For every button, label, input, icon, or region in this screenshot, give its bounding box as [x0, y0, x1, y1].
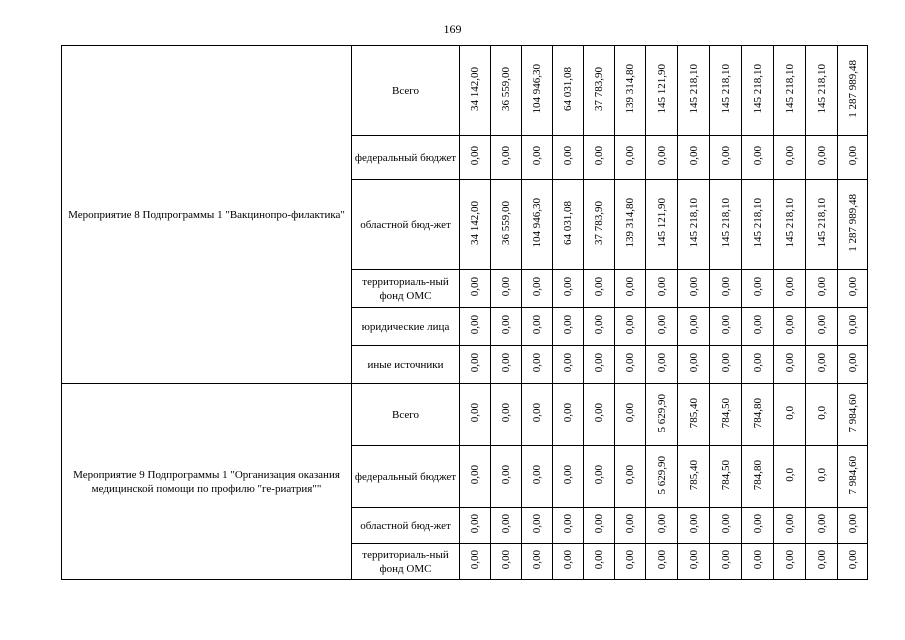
value-cell [646, 270, 678, 308]
value-text: 0,00 [687, 277, 700, 297]
value-cell [491, 446, 522, 508]
value-cell [615, 180, 646, 270]
value-text: 0,00 [500, 146, 512, 166]
value-cell [678, 446, 710, 508]
value-cell [522, 46, 553, 136]
value-cell [615, 308, 646, 346]
value-text: 0,00 [719, 353, 732, 373]
value-cell [522, 346, 553, 384]
value-text: 145 218,10 [751, 198, 764, 248]
value-cell [522, 180, 553, 270]
value-cell [584, 508, 615, 544]
value-text: 0,00 [624, 403, 636, 423]
value-cell [774, 346, 806, 384]
value-text: 0,00 [655, 315, 668, 335]
value-text: 0,00 [687, 353, 700, 373]
value-cell [553, 180, 584, 270]
value-text: 0,00 [624, 315, 636, 335]
value-cell [806, 308, 838, 346]
value-text: 145 121,90 [655, 64, 668, 114]
value-text: 0,00 [531, 315, 543, 335]
value-text: 145 218,10 [719, 64, 732, 114]
value-cell [774, 270, 806, 308]
value-text: 7 984,60 [846, 393, 859, 433]
value-cell [522, 446, 553, 508]
value-cell [584, 136, 615, 180]
value-cell [553, 136, 584, 180]
value-text: 0,00 [562, 465, 574, 485]
value-cell [491, 384, 522, 446]
value-cell [710, 544, 742, 580]
value-text: 0,00 [593, 514, 605, 534]
value-cell [646, 136, 678, 180]
value-cell [742, 384, 774, 446]
value-cell [646, 508, 678, 544]
value-cell [742, 46, 774, 136]
value-text: 0,00 [624, 465, 636, 485]
value-cell [491, 270, 522, 308]
value-text: 0,00 [593, 277, 605, 297]
value-cell [710, 508, 742, 544]
value-cell [522, 270, 553, 308]
value-cell [646, 180, 678, 270]
funding-source: территориаль-ный фонд ОМС [352, 270, 460, 308]
value-cell [678, 136, 710, 180]
value-cell [553, 346, 584, 384]
value-text: 0,00 [719, 514, 732, 534]
value-cell [615, 544, 646, 580]
funding-source: территориаль-ный фонд ОМС [352, 544, 460, 580]
value-cell [742, 308, 774, 346]
value-text: 0,00 [846, 353, 859, 373]
value-text: 139 314,80 [624, 198, 636, 248]
value-cell [491, 136, 522, 180]
value-cell [806, 446, 838, 508]
value-cell [584, 308, 615, 346]
value-text: 0,00 [500, 353, 512, 373]
value-cell [678, 544, 710, 580]
value-text: 0,00 [562, 146, 574, 166]
value-text: 0,00 [531, 403, 543, 423]
value-cell [460, 308, 491, 346]
value-cell [806, 508, 838, 544]
value-text: 0,00 [500, 315, 512, 335]
value-text: 0,0 [815, 468, 828, 482]
value-text: 1 287 989,48 [846, 194, 859, 252]
value-cell [522, 544, 553, 580]
value-cell [710, 446, 742, 508]
value-cell [838, 346, 868, 384]
value-cell [806, 346, 838, 384]
value-cell [553, 308, 584, 346]
table-row [62, 384, 868, 446]
value-text: 0,00 [687, 514, 700, 534]
value-text: 0,00 [751, 315, 764, 335]
value-text: 0,00 [655, 550, 668, 570]
value-text: 0,00 [531, 146, 543, 166]
value-cell [806, 384, 838, 446]
value-cell [710, 270, 742, 308]
value-cell [678, 46, 710, 136]
value-text: 0,00 [593, 465, 605, 485]
value-text: 784,80 [751, 397, 764, 429]
value-text: 34 142,00 [469, 67, 481, 111]
value-text: 0,00 [655, 146, 668, 166]
value-cell [584, 270, 615, 308]
value-cell [584, 446, 615, 508]
value-cell [774, 544, 806, 580]
value-cell [460, 180, 491, 270]
table-row [62, 46, 868, 136]
value-cell [710, 180, 742, 270]
value-cell [838, 270, 868, 308]
value-text: 0,00 [783, 277, 796, 297]
value-cell [522, 136, 553, 180]
value-text: 0,00 [846, 550, 859, 570]
value-text: 36 559,00 [500, 201, 512, 245]
value-text: 5 629,90 [655, 455, 668, 495]
value-cell [710, 308, 742, 346]
value-cell [838, 446, 868, 508]
value-cell [553, 270, 584, 308]
value-cell [491, 308, 522, 346]
value-text: 0,00 [655, 514, 668, 534]
value-text: 0,00 [531, 514, 543, 534]
value-text: 0,00 [593, 146, 605, 166]
value-cell [774, 180, 806, 270]
value-cell [742, 346, 774, 384]
value-cell [646, 46, 678, 136]
funding-source: областной бюд-жет [352, 180, 460, 270]
value-text: 0,00 [783, 146, 796, 166]
value-text: 0,00 [751, 353, 764, 373]
value-text: 0,00 [815, 146, 828, 166]
value-text: 0,00 [531, 277, 543, 297]
value-cell [742, 446, 774, 508]
value-text: 104 946,30 [531, 64, 543, 114]
value-cell [774, 46, 806, 136]
value-text: 0,00 [815, 315, 828, 335]
value-text: 0,00 [562, 315, 574, 335]
value-text: 0,00 [469, 353, 481, 373]
value-text: 0,00 [593, 550, 605, 570]
value-text: 0,00 [815, 550, 828, 570]
value-cell [710, 346, 742, 384]
value-cell [460, 446, 491, 508]
value-text: 145 121,90 [655, 198, 668, 248]
value-cell [615, 46, 646, 136]
value-text: 0,00 [624, 514, 636, 534]
value-cell [460, 46, 491, 136]
value-cell [553, 544, 584, 580]
value-cell [615, 136, 646, 180]
value-text: 0,00 [846, 277, 859, 297]
value-cell [615, 508, 646, 544]
value-text: 145 218,10 [815, 64, 828, 114]
value-text: 0,00 [469, 277, 481, 297]
value-cell [710, 384, 742, 446]
value-cell [710, 136, 742, 180]
value-cell [742, 508, 774, 544]
funding-source: областной бюд-жет [352, 508, 460, 544]
value-cell [491, 508, 522, 544]
value-cell [838, 308, 868, 346]
value-cell [584, 180, 615, 270]
value-cell [678, 346, 710, 384]
value-text: 0,0 [783, 468, 796, 482]
value-cell [553, 508, 584, 544]
value-text: 785,40 [687, 459, 700, 491]
value-cell [553, 384, 584, 446]
funding-source: Всего [352, 46, 460, 136]
value-text: 0,00 [562, 353, 574, 373]
value-cell [646, 544, 678, 580]
value-cell [742, 180, 774, 270]
value-text: 784,50 [719, 459, 732, 491]
value-text: 0,00 [687, 146, 700, 166]
value-text: 145 218,10 [783, 64, 796, 114]
value-cell [774, 136, 806, 180]
value-text: 0,00 [562, 277, 574, 297]
value-cell [774, 446, 806, 508]
value-text: 0,00 [469, 514, 481, 534]
value-text: 0,00 [687, 550, 700, 570]
value-text: 64 031,08 [562, 201, 574, 245]
value-text: 36 559,00 [500, 67, 512, 111]
value-text: 784,50 [719, 397, 732, 429]
value-text: 0,00 [469, 403, 481, 423]
value-cell [491, 346, 522, 384]
value-text: 37 783,90 [593, 201, 605, 245]
value-cell [615, 346, 646, 384]
value-text: 0,00 [593, 403, 605, 423]
funding-source: Всего [352, 384, 460, 446]
value-cell [615, 384, 646, 446]
value-text: 0,0 [783, 406, 796, 420]
value-cell [615, 446, 646, 508]
value-cell [460, 384, 491, 446]
page-number: 169 [443, 22, 462, 36]
value-text: 0,00 [500, 550, 512, 570]
value-cell [742, 544, 774, 580]
value-cell [678, 308, 710, 346]
value-cell [678, 384, 710, 446]
value-cell [584, 46, 615, 136]
value-cell [806, 46, 838, 136]
value-text: 0,00 [751, 146, 764, 166]
value-text: 0,00 [531, 465, 543, 485]
value-cell [460, 346, 491, 384]
value-cell [838, 46, 868, 136]
value-text: 104 946,30 [531, 198, 543, 248]
value-cell [584, 544, 615, 580]
value-text: 145 218,10 [719, 198, 732, 248]
value-text: 0,00 [469, 315, 481, 335]
value-cell [774, 384, 806, 446]
value-text: 0,00 [719, 315, 732, 335]
value-cell [742, 270, 774, 308]
value-cell [646, 308, 678, 346]
value-text: 34 142,00 [469, 201, 481, 245]
value-text: 0,00 [719, 277, 732, 297]
value-text: 0,00 [751, 514, 764, 534]
value-text: 0,00 [562, 403, 574, 423]
value-text: 0,00 [815, 277, 828, 297]
value-cell [460, 508, 491, 544]
value-cell [584, 384, 615, 446]
value-cell [806, 180, 838, 270]
value-text: 37 783,90 [593, 67, 605, 111]
value-text: 0,00 [500, 514, 512, 534]
funding-source: юридические лица [352, 308, 460, 346]
value-cell [774, 308, 806, 346]
value-text: 7 984,60 [846, 455, 859, 495]
value-cell [491, 180, 522, 270]
value-text: 0,00 [624, 277, 636, 297]
value-text: 0,00 [783, 514, 796, 534]
value-cell [838, 508, 868, 544]
value-text: 0,00 [469, 146, 481, 166]
value-text: 145 218,10 [815, 198, 828, 248]
value-cell [774, 508, 806, 544]
measure-name: Мероприятие 8 Подпрограммы 1 "Вакцинопро-филактика" [62, 46, 352, 384]
measure-name: Мероприятие 9 Подпрограммы 1 "Организация оказания медицинской помощи по профилю "ге-риатрия"" [62, 384, 352, 580]
value-cell [553, 46, 584, 136]
funding-source: федеральный бюджет [352, 446, 460, 508]
value-cell [522, 384, 553, 446]
value-cell [460, 136, 491, 180]
value-cell [615, 270, 646, 308]
value-cell [553, 446, 584, 508]
value-text: 0,00 [500, 465, 512, 485]
value-text: 0,00 [687, 315, 700, 335]
value-text: 0,00 [751, 277, 764, 297]
value-text: 0,00 [469, 465, 481, 485]
value-text: 1 287 989,48 [846, 60, 859, 118]
value-text: 0,00 [815, 353, 828, 373]
value-cell [491, 544, 522, 580]
value-text: 145 218,10 [751, 64, 764, 114]
value-cell [491, 46, 522, 136]
funding-table [61, 45, 868, 580]
value-text: 0,00 [815, 514, 828, 534]
value-cell [838, 136, 868, 180]
value-cell [584, 346, 615, 384]
value-text: 145 218,10 [687, 198, 700, 248]
value-text: 0,00 [783, 353, 796, 373]
value-text: 785,40 [687, 397, 700, 429]
value-text: 0,00 [531, 550, 543, 570]
value-text: 0,0 [815, 406, 828, 420]
value-text: 0,00 [624, 146, 636, 166]
value-cell [646, 346, 678, 384]
value-cell [742, 136, 774, 180]
value-text: 0,00 [531, 353, 543, 373]
value-text: 0,00 [751, 550, 764, 570]
value-cell [806, 136, 838, 180]
value-cell [678, 270, 710, 308]
value-text: 0,00 [624, 550, 636, 570]
value-text: 5 629,90 [655, 393, 668, 433]
value-text: 0,00 [846, 146, 859, 166]
value-cell [838, 544, 868, 580]
value-cell [460, 270, 491, 308]
value-text: 0,00 [562, 550, 574, 570]
value-cell [710, 46, 742, 136]
value-text: 145 218,10 [783, 198, 796, 248]
value-text: 64 031,08 [562, 67, 574, 111]
value-text: 0,00 [655, 277, 668, 297]
value-text: 784,80 [751, 459, 764, 491]
value-cell [678, 508, 710, 544]
value-text: 0,00 [719, 146, 732, 166]
value-cell [838, 384, 868, 446]
value-text: 145 218,10 [687, 64, 700, 114]
value-text: 0,00 [593, 315, 605, 335]
value-text: 0,00 [783, 315, 796, 335]
value-text: 0,00 [783, 550, 796, 570]
value-text: 0,00 [624, 353, 636, 373]
value-cell [838, 180, 868, 270]
value-cell [522, 308, 553, 346]
value-text: 0,00 [500, 277, 512, 297]
value-cell [806, 270, 838, 308]
value-cell [646, 384, 678, 446]
value-cell [806, 544, 838, 580]
funding-source: федеральный бюджет [352, 136, 460, 180]
value-cell [646, 446, 678, 508]
value-text: 0,00 [593, 353, 605, 373]
value-text: 0,00 [500, 403, 512, 423]
value-text: 0,00 [469, 550, 481, 570]
value-text: 0,00 [846, 315, 859, 335]
value-text: 0,00 [562, 514, 574, 534]
value-text: 0,00 [655, 353, 668, 373]
value-text: 0,00 [846, 514, 859, 534]
value-cell [522, 508, 553, 544]
value-text: 139 314,80 [624, 64, 636, 114]
value-text: 0,00 [719, 550, 732, 570]
funding-source: иные источники [352, 346, 460, 384]
value-cell [678, 180, 710, 270]
value-cell [460, 544, 491, 580]
